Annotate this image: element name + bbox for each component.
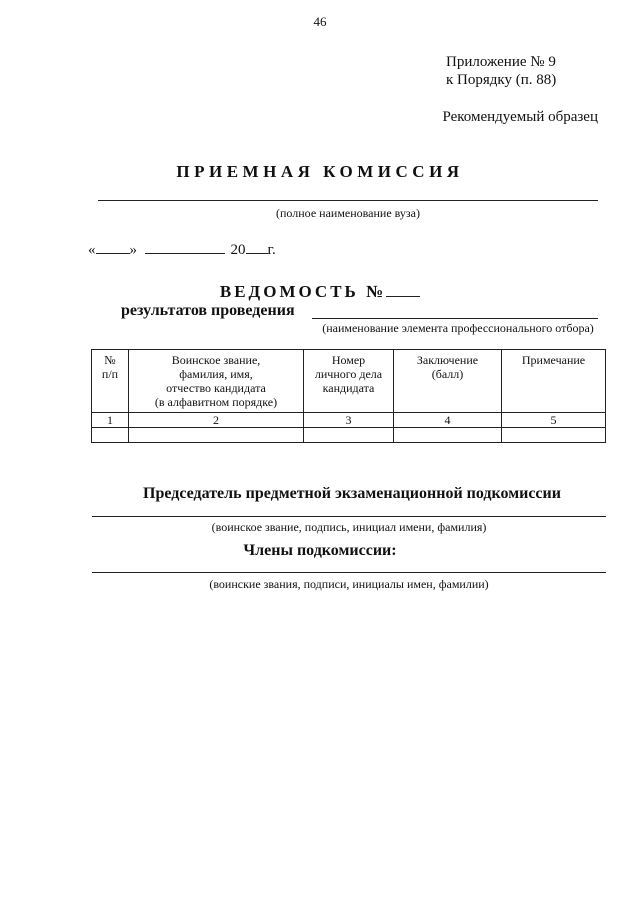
date-close-quote: » <box>129 242 137 258</box>
university-name-caption: (полное наименование вуза) <box>276 206 420 220</box>
results-table <box>91 349 606 443</box>
column-number: 5 <box>502 413 606 428</box>
members-title: Члены подкомиссии: <box>243 542 397 559</box>
column-number: 1 <box>92 413 129 428</box>
day-blank <box>96 240 130 254</box>
empty-cell <box>92 428 129 443</box>
month-blank <box>145 240 225 254</box>
university-name-line <box>98 200 598 201</box>
appendix-reference: к Порядку (п. 88) <box>446 72 557 88</box>
statement-number-blank <box>386 283 420 297</box>
recommended-sample-label: Рекомендуемый образец <box>442 109 598 125</box>
column-number: 2 <box>129 413 304 428</box>
column-number: 3 <box>304 413 394 428</box>
table-header-row <box>92 350 606 413</box>
date-open-quote: « <box>88 242 96 258</box>
date-line <box>88 240 276 259</box>
empty-cell <box>129 428 304 443</box>
column-number: 4 <box>394 413 502 428</box>
header-note: Примечание <box>502 350 606 413</box>
selection-element-caption: (наименование элемента профессионального отбора) <box>322 321 594 335</box>
members-signature-line <box>92 572 606 573</box>
chairman-caption: (воинское звание, подпись, инициал имени, фамилия) <box>211 520 487 534</box>
year-prefix: 20 <box>230 242 246 258</box>
table-row <box>92 428 606 443</box>
statement-title-text: ВЕДОМОСТЬ № <box>219 282 387 301</box>
year-suffix: г. <box>267 242 276 258</box>
chairman-signature-line <box>92 516 606 517</box>
header-conclusion: Заключение (балл) <box>394 350 502 413</box>
header-number: № п/п <box>92 350 129 413</box>
selection-element-line <box>312 318 598 319</box>
appendix-number: Приложение № 9 <box>446 54 556 70</box>
empty-cell <box>394 428 502 443</box>
results-label: результатов проведения <box>121 302 295 319</box>
empty-cell <box>502 428 606 443</box>
column-number-row <box>92 413 606 428</box>
header-personal-file: Номер личного дела кандидата <box>304 350 394 413</box>
header-candidate: Воинское звание, фамилия, имя, отчество кандидата (в алфавитном порядке) <box>129 350 304 413</box>
page-number: 46 <box>313 14 327 29</box>
year-blank <box>246 240 268 254</box>
commission-title: ПРИЕМНАЯ КОМИССИЯ <box>176 162 464 181</box>
empty-cell <box>304 428 394 443</box>
statement-title <box>0 282 640 302</box>
chairman-title: Председатель предметной экзаменационной подкомиссии <box>143 485 561 502</box>
members-caption: (воинские звания, подписи, инициалы имен, фамилии) <box>209 577 489 591</box>
